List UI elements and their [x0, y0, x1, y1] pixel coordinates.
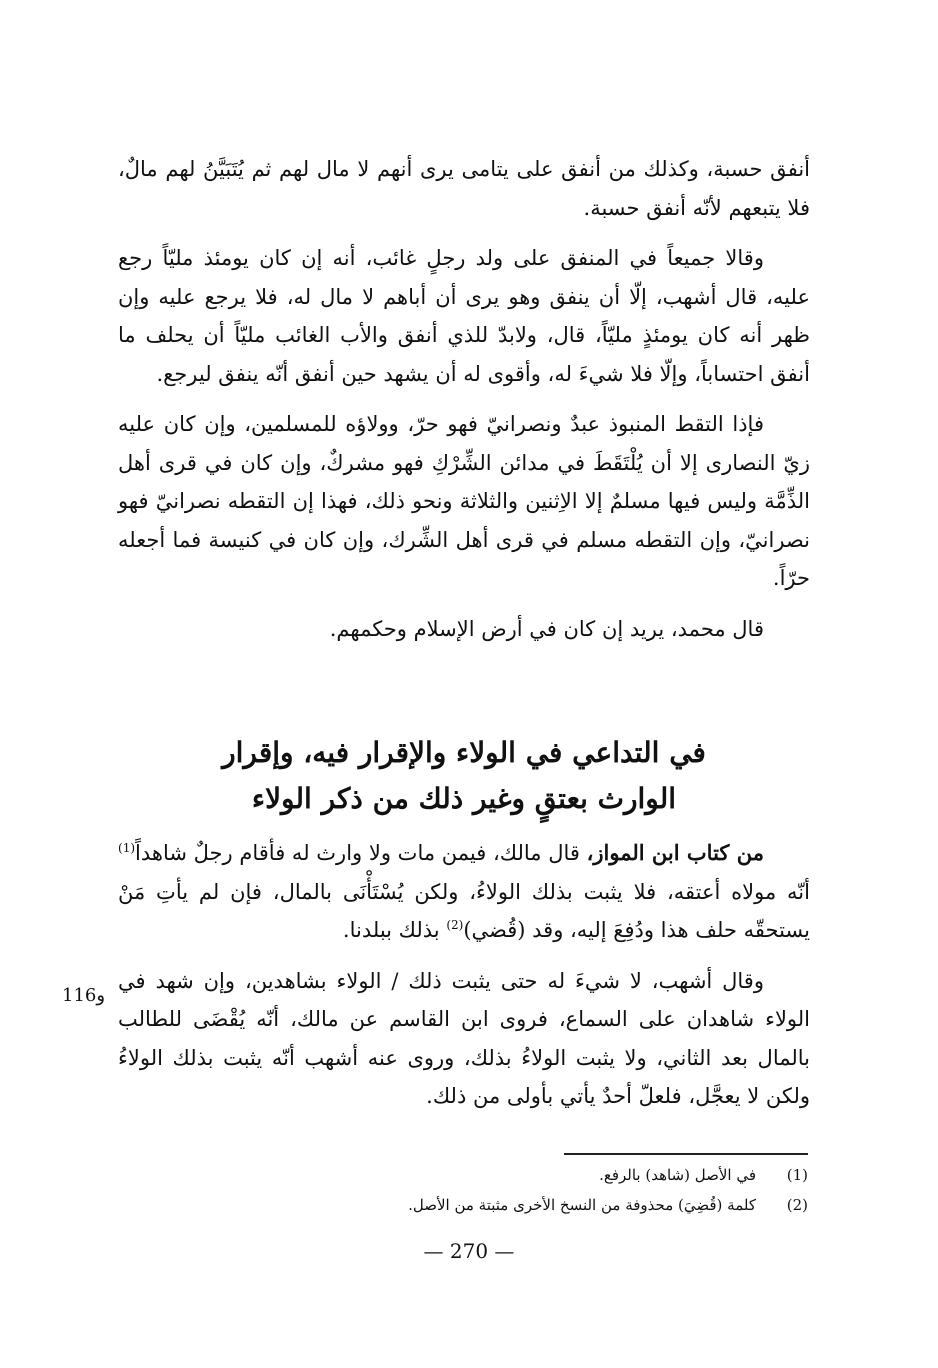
- paragraph-5: [118, 834, 810, 950]
- footnotes: [300, 1160, 808, 1220]
- top-text-block: [118, 150, 810, 648]
- footnote-text: في الأصل (شاهد) بالرفع.: [599, 1166, 756, 1184]
- paragraph-3: فإذا التقط المنبوذ عبدٌ ونصرانيّ فهو حرّ، وولاؤه للمسلمين، وإن كان عليه زيّ النصارى إلا أن يُلْتَقَطَ في مدائن الشِّرْكِ فهو مشركٌ، وإن كان في قرى أهل الذِّمَّة وليس فيها مسلمٌ إلا الاِثنين والثلاثة ونحو ذلك، فهذا إن التقطه نصرانيّ فهو نصرانيّ، وإن التقطه مسلم في قرى أهل الشِّرك، وإن كان في كنيسة فما أجعله حرّاً.: [118, 412, 810, 590]
- paragraph-1: أنفق حسبة، وكذلك من أنفق على يتامى يرى أنهم لا مال لهم ثم يُتَبَيَّنُ لهم مالٌ، فلا يتبعهم لأنّه أنفق حسبة.: [118, 157, 810, 220]
- heading-line-1: في التداعي في الولاء والإقرار فيه، وإقرار: [222, 736, 706, 769]
- page-number: — 270 —: [423, 1239, 515, 1263]
- footnote-number: (2): [786, 1196, 808, 1214]
- paragraph-5-part-a: قال مالك، فيمن مات ولا وارث له فأقام رجلٌ شاهداً: [135, 841, 587, 865]
- section-heading: [118, 730, 810, 822]
- paragraph-5-part-b: أنّه مولاه أعتقه، فلا يثبت بذلك الولاءُ، ولكن يُسْتَأْنَى بالمال، فإن لم يأتِ مَنْ يستحقّه حلف هذا ودُفِعَ إليه، وقد (قُضي): [118, 879, 810, 942]
- manuscript-folio-note: 116و: [62, 985, 106, 1006]
- footnote-2: [300, 1190, 808, 1220]
- source-citation: من كتاب ابن المواز،: [586, 840, 764, 865]
- paragraph-5-part-c: بذلك ببلدنا.: [342, 918, 447, 942]
- heading-line-2: الوارث بعتقٍ وغير ذلك من ذكر الولاء: [251, 782, 677, 815]
- bottom-text-block: [118, 834, 810, 1116]
- footnote-text: كلمة (قُضِيَ) محذوفة من النسخ الأخرى مثبتة من الأصل.: [408, 1196, 756, 1214]
- footnote-ref-1: (1): [118, 841, 136, 855]
- paragraph-6: وقال أشهب، لا شيءَ له حتى يثبت ذلك / الولاء بشاهدين، وإن شهد في الولاء شاهدان على السماع، فروى ابن القاسم عن مالك، أنّه يُقْضَى للطالب بالمال بعد الثاني، ولا يثبت الولاءُ بذلك، وروى عنه أشهب أنّه يثبت بذلك الولاءُ ولكن لا يعجَّل، فلعلّ أحدٌ يأتي بأولى من ذلك.: [118, 968, 810, 1108]
- footnote-1: [300, 1160, 808, 1190]
- footnote-separator: [564, 1153, 808, 1155]
- footnote-number: (1): [786, 1166, 808, 1184]
- paragraph-2: وقالا جميعاً في المنفق على ولد رجلٍ غائب، أنه إن كان يومئذ مليّاً رجع عليه، قال أشهب، إلّا أن ينفق وهو يرى أن أباهم لا مال له، فلا يرجع عليه وإن ظهر أنه كان يومئذٍ مليّاً، قال، ولابدّ للذي أنفق والأب الغائب مليّاً أن يحلف ما أنفق احتساباً، وإلّا فلا شيءَ له، وأقوى له أن يشهد حين أنفق أنّه ينفق ليرجع.: [118, 246, 810, 386]
- footnote-ref-2: (2): [446, 918, 464, 932]
- paragraph-4: قال محمد، يريد إن كان في أرض الإسلام وحكمهم.: [329, 616, 764, 641]
